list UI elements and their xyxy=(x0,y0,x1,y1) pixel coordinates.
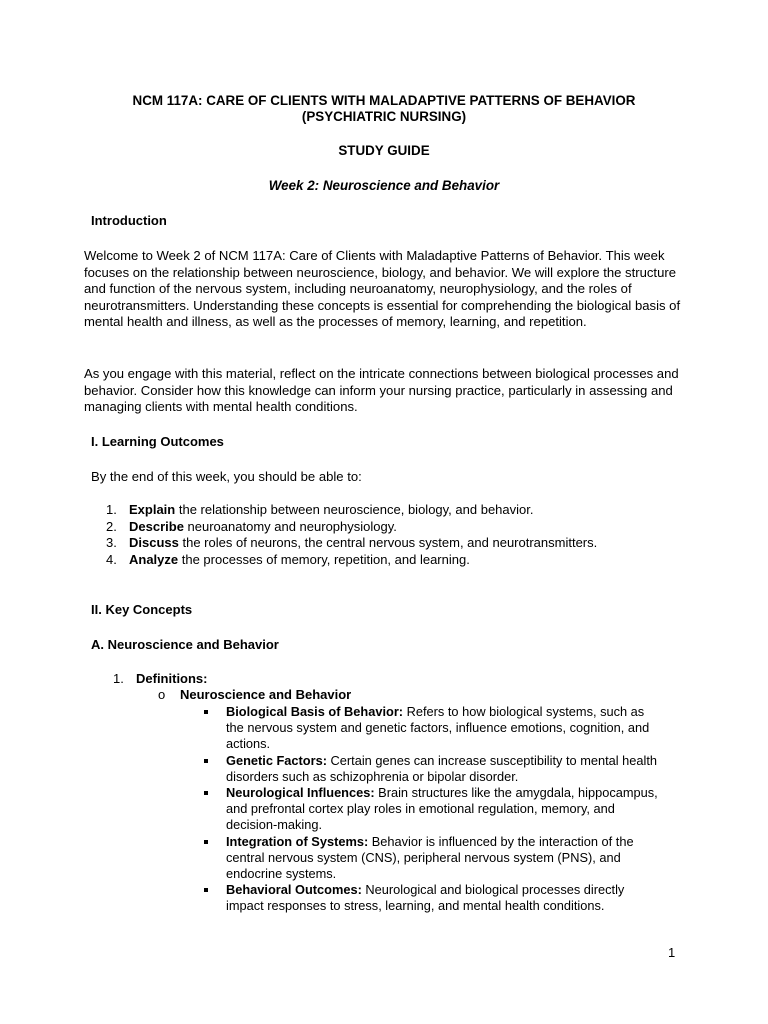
course-subtitle: (PSYCHIATRIC NURSING) xyxy=(301,109,467,124)
introduction-heading: Introduction xyxy=(91,213,167,228)
square-bullet-icon xyxy=(204,840,208,844)
learning-outcomes-heading: I. Learning Outcomes xyxy=(91,434,224,449)
list-item: 4. Analyze the processes of memory, repetition, and learning. xyxy=(106,552,470,568)
page-number: 1 xyxy=(668,945,676,960)
introduction-paragraph-2: As you engage with this material, reflect on the intricate connections between biological processes and behavior. Consider how this knowledge can inform your nursing practice, particularly in assessing and managing clients with mental health conditions. xyxy=(84,366,679,414)
list-item: Genetic Factors: Certain genes can increase susceptibility to mental health disorders such as schizophrenia or bipolar disorder. xyxy=(202,753,662,785)
key-concepts-heading: II. Key Concepts xyxy=(91,602,193,617)
square-bullet-icon xyxy=(204,791,208,795)
list-item: Biological Basis of Behavior: Refers to how biological systems, such as the nervous system and genetic factors, influence emotions, cognition, and actions. xyxy=(202,704,662,753)
week-title: Week 2: Neuroscience and Behavior xyxy=(268,178,500,193)
list-item: Neurological Influences: Brain structures like the amygdala, hippocampus, and prefrontal cortex play roles in emotional regulation, memory, and decision-making. xyxy=(202,785,662,834)
square-bullet-icon xyxy=(204,710,208,714)
list-item: Integration of Systems: Behavior is influenced by the interaction of the central nervous system (CNS), peripheral nervous system (PNS), and endocrine systems. xyxy=(202,834,662,883)
square-bullet-icon xyxy=(204,759,208,763)
introduction-paragraph-1: Welcome to Week 2 of NCM 117A: Care of Clients with Maladaptive Patterns of Behavior. This week focuses on the relationship between neuroscience, biology, and behavior. We will explore the structure and function of the nervous system, including neuroanatomy, neurophysiology, and the roles of neurotransmitters. Understanding these concepts is essential for comprehending the biological basis of mental health and illness, as well as the processes of memory, learning, and repetition. xyxy=(84,248,681,329)
learning-outcomes-list xyxy=(84,502,597,569)
document-page: NCM 117A: CARE OF CLIENTS WITH MALADAPTIVE PATTERNS OF BEHAVIOR (PSYCHIATRIC NURSING) STUDY GUIDE Week 2: Neuroscience and Behavior Introduction Welcome to Week 2 of NCM 117A: Care of Clients with Maladaptive Patterns of Behavior. This week focuses on the relationship between neuroscience, biology, and behavior. We will explore the structure and function of the nervous system, including neuroanatomy, neurophysiology, and the roles of neurotransmitters. Understanding these concepts is essential for comprehending the biological basis of mental health and illness, as well as the processes of memory, learning, and repetition. As you engage with this material, reflect on the intricate connections between biological processes and behavior. Consider how this knowledge can inform your nursing practice, particularly in assessing and managing clients with mental health conditions. I. Learning Outcomes By the end of this week, you should be able to: 1. Explain the relationship between neuroscience, biology, and behavior. 2. Describe neuroanatomy and neurophysiology. 3. Discuss the roles of neurons, the central nervous system, and neurotransmitters. 4. Analyze the processes of memory, repetition, and learning. II. Key Concepts A. Neuroscience and Behavior 1. Definitions: o Neuroscience and Behavior Biological Basis of Behavior: Refers to how biological systems, such as the nervous system and genetic factors, influence emotions, cognition, and actions. Genetic Factors: Certain genes can increase susceptibility to mental health disorders such as schizophrenia or bipolar disorder. Neurological Influences: Brain structures like the amygdala, hippocampus, and prefrontal cortex play roles in emotional regulation, memory, and decision-making. Integration of Systems: Behavior is influenced by the interaction of the central nervous system (CNS), peripheral nervous system (PNS), and endocrine systems. Behavioral Outcomes: Neurological and biological processes directly impact responses to stress, learning, and mental health conditions. 1 xyxy=(0,0,768,1024)
definitions-bullet-list xyxy=(202,704,662,915)
learning-outcomes-lead: By the end of this week, you should be able to: xyxy=(91,469,362,484)
square-bullet-icon xyxy=(204,888,208,892)
list-item: Behavioral Outcomes: Neurological and biological processes directly impact responses to stress, learning, and mental health conditions. xyxy=(202,882,662,914)
course-title: NCM 117A: CARE OF CLIENTS WITH MALADAPTIVE PATTERNS OF BEHAVIOR xyxy=(132,93,636,108)
neuroscience-behavior-heading: A. Neuroscience and Behavior xyxy=(91,637,279,652)
list-item: 1. Explain the relationship between neuroscience, biology, and behavior. xyxy=(106,502,534,517)
list-item: 2. Describe neuroanatomy and neurophysiology. xyxy=(106,518,397,534)
list-item: 3. Discuss the roles of neurons, the central nervous system, and neurotransmitters. xyxy=(106,535,598,551)
study-guide-label: STUDY GUIDE xyxy=(338,143,430,158)
